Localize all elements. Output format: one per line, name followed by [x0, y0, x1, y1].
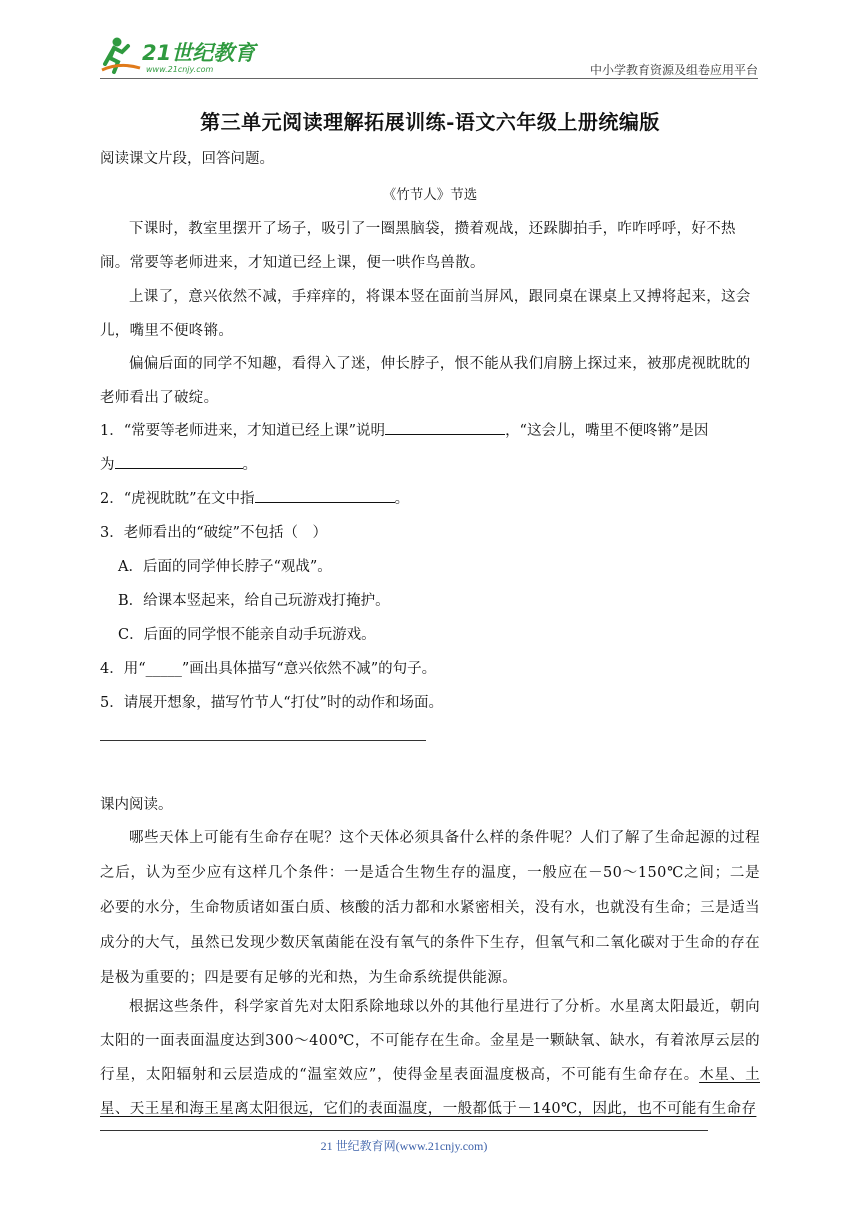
question-2 [100, 482, 760, 516]
footer-link[interactable]: 21 世纪教育网(www.21cnjy.com) [320, 1139, 488, 1153]
q3-option-c[interactable]: C．后面的同学恨不能亲自动手玩游戏。 [118, 627, 376, 643]
q1-text-b: ，“这会儿，嘴里不便咚锵”是因 [505, 423, 709, 439]
platform-name: 中小学教育资源及组卷应用平台 [589, 63, 758, 77]
question-4 [100, 652, 760, 686]
q2-text-a: 2．“虎视眈眈”在文中指 [100, 491, 255, 507]
q1-text-c: 为 [100, 457, 115, 473]
underlined-sentence: 木星、土星、天王星和海王星离太阳很远，它们的表面温度，一般都低于－140℃，因此，也不可能有生命存 [100, 1067, 760, 1117]
section2-paragraph-2 [100, 990, 760, 1126]
q1-blank-2[interactable] [115, 454, 243, 469]
svg-text:www.21cnjy.com: www.21cnjy.com [146, 65, 214, 74]
q1-text-d: 。 [242, 457, 257, 473]
passage-title: 《竹节人》节选 [382, 187, 478, 203]
svg-text:21世纪教育: 21世纪教育 [142, 41, 256, 65]
logo-21cnjy [100, 34, 260, 76]
section2-paragraph-1: 哪些天体上可能有生命存在呢？这个天体必须具备什么样的条件呢？人们了解了生命起源的过程之后，认为至少应有这样几个条件：一是适合生物生存的温度，一般应在－50～150℃之间；二是必要的水分，生命物质诸如蛋白质、核酸的活力都和水紧密相关，没有水，也就没有生命；三是适当成分的大气，虽然已发现少数厌氧菌能在没有氧气的条件下生存，但氧气和二氧化碳对于生命的存在是极为重要的；四是要有足够的光和热，为生命系统提供能源。 [100, 830, 760, 986]
q4-text-b: ”画出具体描写“意兴依然不减”的句子。 [181, 661, 437, 677]
page-header [100, 30, 758, 78]
header-divider [100, 78, 758, 79]
q2-blank[interactable] [255, 488, 395, 503]
q1-blank-1[interactable] [385, 420, 505, 435]
q4-text-a: 4．用“ [100, 661, 146, 677]
q1-text-a: 1．“常要等老师进来，才知道已经上课”说明 [100, 423, 386, 439]
section2-instruction: 课内阅读。 [100, 797, 173, 813]
question-3-stem: 3．老师看出的“破绽”不包括（ ） [100, 525, 328, 541]
q3-option-b[interactable]: B．给课本竖起来，给自己玩游戏打掩护。 [118, 593, 390, 609]
question-5: 5．请展开想象，描写竹节人“打仗”时的动作和场面。 [100, 695, 444, 711]
passage-paragraph-1: 下课时，教室里摆开了场子，吸引了一圈黑脑袋，攒着观战，还跺脚拍手，咋咋呼呼，好不热闹。常要等老师进来，才知道已经上课，便一哄作鸟兽散。 [100, 221, 736, 271]
passage-paragraph-2: 上课了，意兴依然不减，手痒痒的，将课本竖在面前当屏风，跟同桌在课桌上又搏将起来，这会儿，嘴里不便咚锵。 [100, 289, 751, 339]
q3-option-a[interactable]: A．后面的同学伸长脖子“观战”。 [118, 559, 332, 575]
section1-instruction: 阅读课文片段，回答问题。 [100, 151, 274, 167]
passage-paragraph-3: 偏偏后面的同学不知趣，看得入了迷，伸长脖子，恨不能从我们肩膀上探过来，被那虎视眈眈的老师看出了破绽。 [100, 356, 751, 406]
q2-text-b: 。 [394, 491, 410, 507]
question-1 [100, 414, 760, 482]
section2-paragraph-2-text: 根据这些条件，科学家首先对太阳系除地球以外的其他行星进行了分析。水星离太阳最近，朝向太阳的一面表面温度达到300～400℃，不可能存在生命。金星是一颗缺氧、缺水，有着浓厚云层的行星，太阳辐射和云层造成的“温室效应”，使得金星表面温度极高，不可能有生命存在。 [100, 999, 760, 1083]
footer-divider [100, 1130, 708, 1131]
page-title: 第三单元阅读理解拓展训练-语文六年级上册统编版 [200, 110, 660, 134]
q5-answer-line[interactable] [100, 740, 426, 741]
q4-blank: _____ [145, 661, 182, 677]
